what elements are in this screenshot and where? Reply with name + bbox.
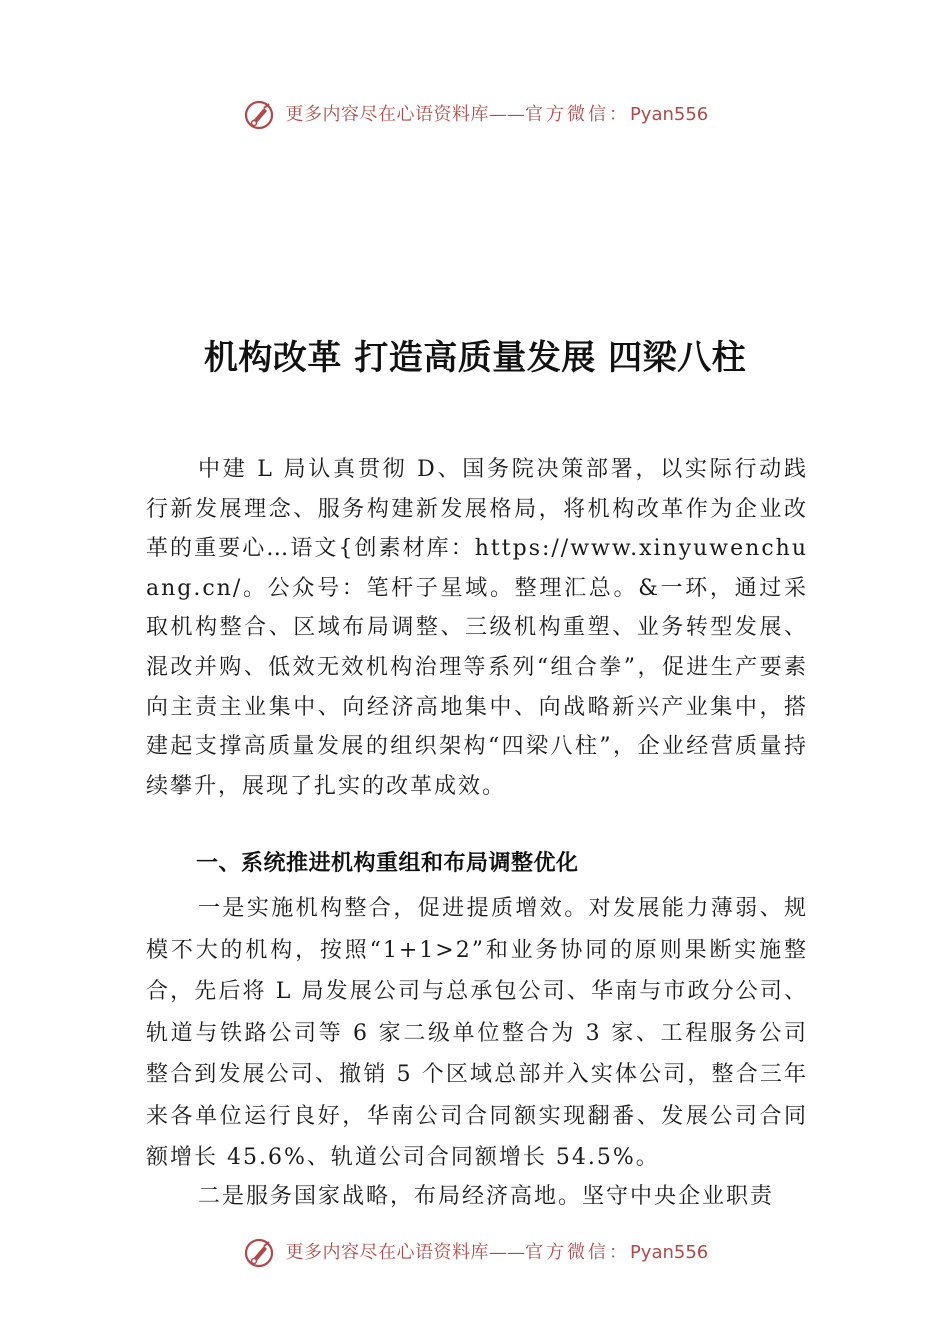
section-paragraph-2: 二是服务国家战略，布局经济高地。坚守中央企业职责	[198, 1184, 775, 1209]
intro-block	[146, 450, 808, 806]
intro-paragraph: 中建 L 局认真贯彻 D、国务院决策部署，以实际行动践行新发展理念、服务构建新发展格局，将机构改革作为企业改革的重要心…语文{创素材库：https://www.xinyuwenchuang.cn/。公众号：笔杆子星域。整理汇总。&一环，通过采取机构整合、区域布局调整、三级机构重塑、业务转型发展、混改并购、低效无效机构治理等系列“组合拳”，促进生产要素向主责主业集中、向经济高地集中、向战略新兴产业集中，搭建起支撑高质量发展的组织架构“四梁八柱”，企业经营质量持续攀升，展现了扎实的改革成效。	[146, 457, 808, 799]
section-heading: 一、系统推进机构重组和布局调整优化	[196, 851, 579, 876]
document-title: 机构改革 打造高质量发展 四梁八柱	[203, 338, 747, 378]
section-paragraph-1: 一是实施机构整合，促进提质增效。对发展能力薄弱、规模不大的机构，按照“1+1>2”和业务协同的原则果断实施整合，先后将 L 局发展公司与总承包公司、华南与市政分公司、轨道与铁路公司等 6 家二级单位整合为 3 家、工程服务公司整合到发展公司、撤销 5 个区域总部并入实体公司，整合三年来各单位运行良好，华南公司合同额实现翻番、发展公司合同额增长 45.6%、轨道公司合同额增长 54.5%。	[146, 896, 808, 1170]
banner-wechat-id: Pyan556	[629, 104, 709, 125]
pen-nib-logo-icon	[242, 1236, 276, 1270]
pen-nib-logo-icon	[242, 98, 276, 132]
banner-separator: ——	[488, 1242, 525, 1263]
section-paragraph-block-2	[146, 1176, 808, 1218]
section-paragraph-block-1	[146, 888, 808, 1179]
banner-text: 更多内容尽在心语资料库	[285, 1242, 489, 1263]
banner-wechat-label: 官方微信：	[524, 1242, 630, 1263]
banner-wechat-id: Pyan556	[629, 1242, 709, 1263]
banner-separator: ——	[488, 104, 525, 125]
banner-text: 更多内容尽在心语资料库	[285, 104, 489, 125]
header-watermark-banner	[0, 98, 950, 132]
banner-wechat-label: 官方微信：	[524, 104, 630, 125]
footer-watermark-banner	[0, 1236, 950, 1270]
